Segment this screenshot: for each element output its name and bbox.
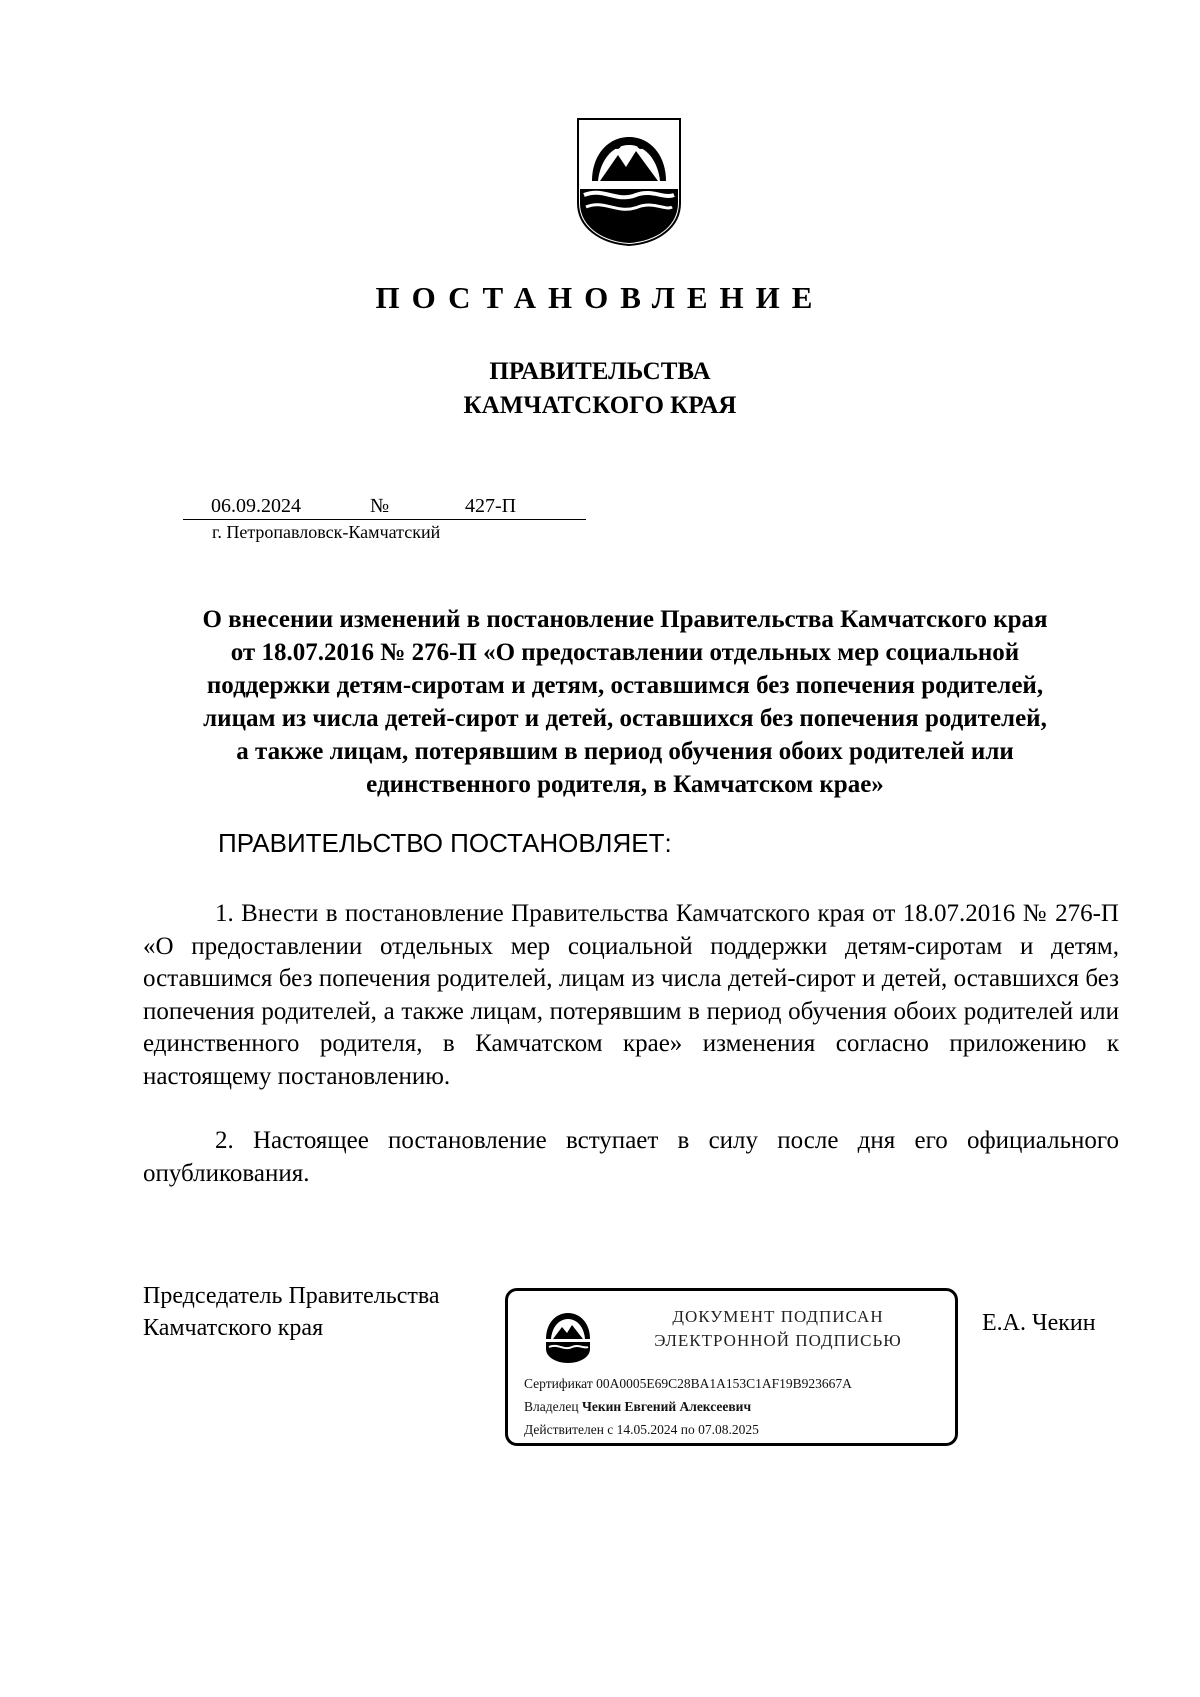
authority-line-1: ПРАВИТЕЛЬСТВА: [489, 358, 711, 385]
signer-position-line-1: Председатель Правительства: [143, 1283, 440, 1309]
stamp-valid-to: 07.08.2025: [698, 1422, 759, 1437]
document-number: 427-П: [465, 495, 517, 517]
coat-of-arms-icon: [574, 115, 684, 247]
stamp-owner-label: Владелец: [524, 1399, 579, 1414]
stamp-valid-to-label: по: [680, 1422, 695, 1437]
body-paragraph-2: 2. Настоящее постановление вступает в силу после дня его официального опубликования.: [143, 1127, 1119, 1187]
city-of-issue: г. Петропавловск-Камчатский: [212, 522, 441, 542]
stamp-heading-line-2: ЭЛЕКТРОННОЙ ПОДПИСЬЮ: [654, 1331, 902, 1350]
document-date: 06.09.2024: [211, 495, 301, 517]
decree-intro: ПРАВИТЕЛЬСТВО ПОСТАНОВЛЯЕТ:: [218, 828, 672, 858]
subject-line: поддержки детям-сиротам и детям, оставшимся без попечения родителей,: [206, 672, 1044, 699]
stamp-validity: [524, 1422, 759, 1438]
body-paragraph-1: 1. Внести в постановление Правительства Камчатского края от 18.07.2016 № 276-П «О предоставлении отдельных мер социальной поддержки детям-сиротам и детям, оставшимся без попечения родителей, лицам из числа детей-сирот и детей, оставшихся без попечения родителей, а также лицам, потерявшим в период обучения обоих родителей или единственного родителя, в Камчатском крае» изменения согласно приложению к настоящему постановлению.: [143, 900, 1119, 1090]
subject-line: лицам из числа детей-сирот и детей, оставшихся без попечения родителей,: [203, 705, 1047, 732]
authority-line-2: КАМЧАТСКОГО КРАЯ: [463, 392, 737, 419]
subject-line: единственного родителя, в Камчатском крае»: [366, 771, 884, 798]
stamp-valid-from: 14.05.2024: [616, 1422, 678, 1437]
stamp-owner: [524, 1399, 751, 1415]
stamp-certificate: [524, 1376, 852, 1392]
stamp-certificate-label: Сертификат: [524, 1376, 593, 1391]
stamp-owner-value: Чекин Евгений Алексеевич: [581, 1399, 752, 1414]
document-subject: [130, 603, 1120, 801]
stamp-valid-from-label: Действителен с: [524, 1422, 614, 1437]
signer-position-line-2: Камчатского края: [143, 1315, 324, 1341]
number-sign: №: [370, 495, 390, 517]
electronic-signature-stamp: [505, 1288, 958, 1446]
subject-line: а также лицам, потерявшим в период обучения обоих родителей или: [236, 738, 1014, 765]
stamp-heading: [608, 1305, 948, 1353]
subject-line: О внесении изменений в постановление Правительства Камчатского края: [202, 606, 1048, 633]
stamp-emblem-icon: [542, 1309, 594, 1365]
registration-line: [183, 495, 586, 520]
signer-position: [143, 1280, 503, 1344]
stamp-heading-line-1: ДОКУМЕНТ ПОДПИСАН: [672, 1307, 884, 1326]
issuing-authority: [0, 355, 1200, 423]
signer-name: Е.А. Чекин: [982, 1310, 1096, 1336]
stamp-certificate-value: 00A0005E69C28BA1A153C1AF19B923667A: [596, 1376, 852, 1391]
subject-line: от 18.07.2016 № 276-П «О предоставлении отдельных мер социальной: [230, 639, 1020, 666]
document-type-title: ПОСТАНОВЛЕНИЕ: [375, 280, 825, 315]
